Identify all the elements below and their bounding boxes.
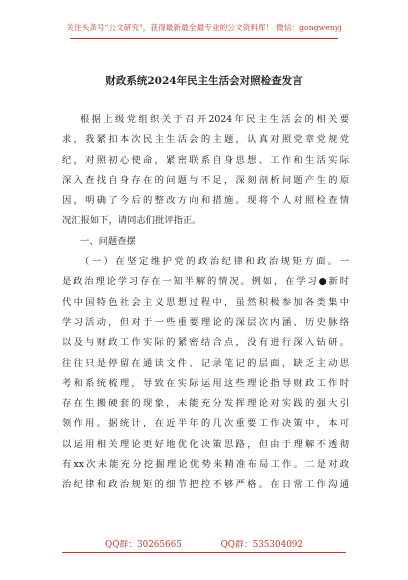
paragraph-line: 以运用相关理论更好地优化决策思路，但由于理解不透彻 (62, 438, 349, 450)
paragraph-line: 是政治理论学习存在一知半解的情况。例如，在学习●新时 (62, 276, 349, 288)
paragraph-line: 根据上级党组织关于召开2024年民主生活会的相关要 (80, 114, 349, 125)
paragraph-line: 存在生搬硬套的现象，未能充分发挥理论对实践的强大引 (62, 398, 349, 410)
document-title: 财政系统2024年民主生活会对照检查发言 (105, 75, 303, 87)
footer-divider (62, 552, 346, 553)
paragraph-line: 有xx次未能充分挖掘理论优势来精准布局工作。二是对政 (62, 459, 349, 471)
paragraph-line: 往往只是停留在通读文件、记录笔记的层面，缺乏主动思 (62, 357, 349, 369)
header-banner: 关注头条号"公文研究"，获得最新最全最专业的公文资料库！ 微信：gongwenyj (66, 23, 342, 32)
footer-qq-group-1: QQ群：30265665 (105, 540, 182, 550)
header-divider (70, 38, 338, 39)
footer (0, 537, 408, 550)
paragraph-line: 求，我紧扣本次民主生活会的主题，认真对照党章党规党 (62, 134, 349, 146)
paragraph-line: 以及与财政工作实际的紧密结合点，没有进行深入钻研。 (62, 337, 349, 349)
paragraph-line: 纪，对照初心使命，紧密联系自身思想、工作和生活实际 (62, 154, 349, 166)
section-heading: 一、问题查摆 (80, 235, 136, 247)
paragraph-line: 深入查找自身存在的问题与不足，深刻剖析问题产生的原 (62, 174, 349, 186)
footer-qq-group-2: QQ群：535304092 (220, 540, 303, 550)
paragraph-line: 因，明确了今后的整改方向和措施。现将个人对照检查情 (62, 195, 349, 207)
document-body (62, 110, 349, 496)
paragraph-line: （一）在坚定维护党的政治纪律和政治规矩方面。一 (80, 256, 349, 268)
paragraph-line: 考和系统梳理，导致在实际运用这些理论指导财政工作时 (62, 377, 349, 389)
paragraph-line: 学习活动，但对于一些重要理论的深层次内涵、历史脉络 (62, 316, 349, 328)
paragraph-line: 领作用。据统计，在近半年的几次重要工作决策中，本可 (62, 418, 349, 430)
paragraph-line: 代中国特色社会主义思想过程中，虽然积极参加各类集中 (62, 296, 349, 308)
paragraph-line: 况汇报如下，请同志们批评指正。 (62, 215, 202, 227)
paragraph-line: 治纪律和政治规矩的细节把控不够严格。在日常工作沟通 (62, 479, 349, 491)
